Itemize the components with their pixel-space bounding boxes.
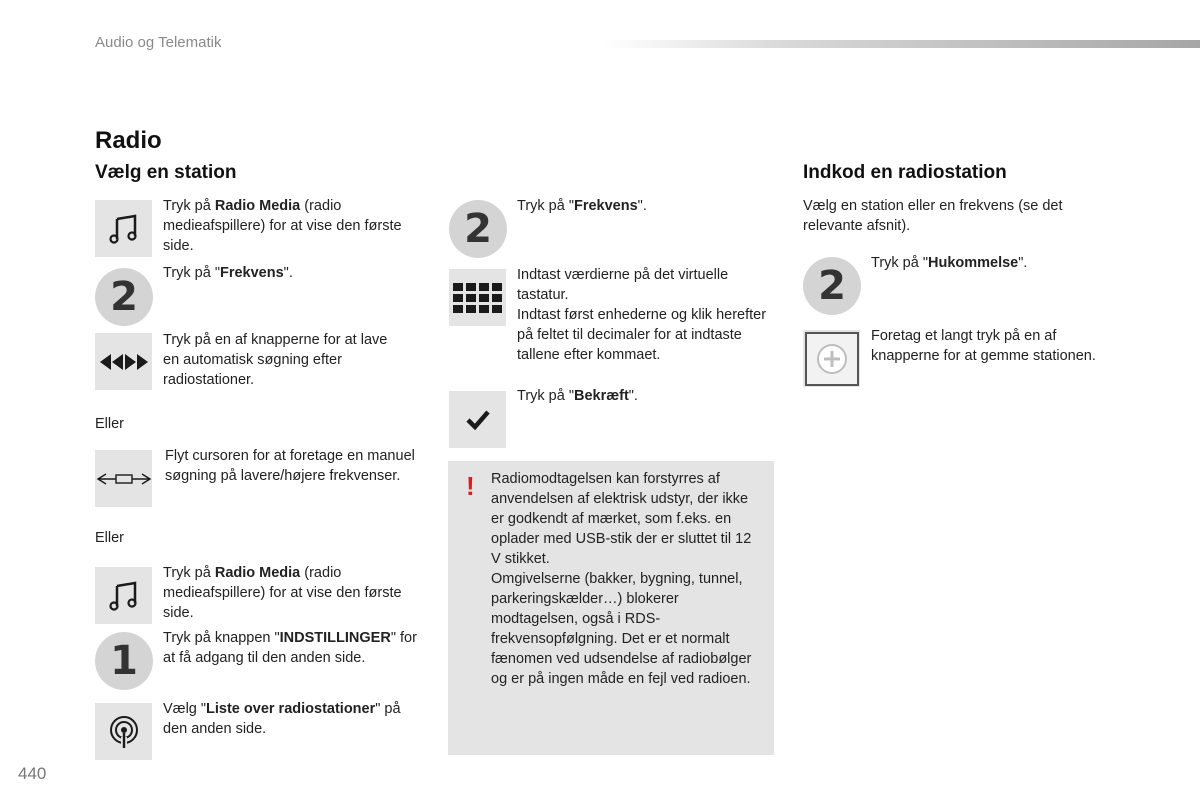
- music-note-icon: [95, 567, 152, 624]
- header-section-title: Audio og Telematik: [95, 34, 222, 51]
- left-step6-text: Tryk på knappen "INDSTILLINGER" for at få adgang til den anden side.: [163, 630, 417, 666]
- right-step2-text: Foretag et langt tryk på en af knapperne for at gemme stationen.: [871, 328, 1096, 364]
- or-label-1: Eller: [95, 416, 125, 432]
- warning-text: Radiomodtagelsen kan forstyrres af anvendelsen af elektrisk udstyr, der ikke er godkendt af mærket, som f.eks. en oplader med USB-stik der er sluttet til 12 V stikket. Omgivelserne (bakker, bygning, tunnel, parkeringskælder…) blokerer modtagelsen, også i RDS-frekvensopfølgning. Det er et normalt fænomen ved udsendelse af radiobølger og er på ingen måde en fejl ved radioen.: [491, 471, 752, 687]
- left-step4-text: Flyt cursoren for at foretage en manuel søgning på lavere/højere frekvenser.: [165, 448, 415, 484]
- keypad-grid-icon: [449, 269, 506, 326]
- right-intro-text: Vælg en station eller en frekvens (se det relevante afsnit).: [803, 198, 1063, 234]
- middle-step3-text: Tryk på "Bekræft".: [517, 388, 638, 404]
- radio-antenna-icon: [95, 703, 152, 760]
- right-heading: Indkod en radiostation: [803, 162, 1007, 183]
- seek-arrows-icon: [95, 333, 152, 390]
- left-step3-text: Tryk på en af knapperne for at lave en automatisk søgning efter radiostationer.: [163, 332, 388, 388]
- step-number-2: 2: [95, 268, 153, 326]
- or-label-2: Eller: [95, 530, 125, 546]
- warning-box: [448, 461, 774, 755]
- frequency-slider-icon: [95, 450, 152, 507]
- warning-icon: !: [466, 471, 475, 501]
- header-bar: [605, 40, 1200, 48]
- left-heading: Vælg en station: [95, 162, 237, 183]
- left-step2-text: Tryk på "Frekvens".: [163, 265, 293, 281]
- left-step7-text: Vælg "Liste over radiostationer" på den anden side.: [163, 701, 401, 737]
- memory-plus-icon: [803, 330, 860, 387]
- left-step5-text: Tryk på Radio Media (radio medieafspillere) for at vise den første side.: [163, 565, 402, 621]
- left-step1-text: Tryk på Radio Media (radio medieafspillere) for at vise den første side.: [163, 198, 402, 254]
- middle-step2-text: Indtast værdierne på det virtuelle tastatur. Indtast først enhederne og klik herefter på feltet til decimaler for at indtaste tallene efter kommaet.: [517, 267, 767, 363]
- page-number: 440: [18, 764, 47, 783]
- middle-step1-text: Tryk på "Frekvens".: [517, 198, 647, 214]
- page-title: Radio: [95, 127, 162, 154]
- step-number-2: 2: [449, 200, 507, 258]
- step-number-2: 2: [803, 257, 861, 315]
- right-step1-text: Tryk på "Hukommelse".: [871, 255, 1028, 271]
- step-number-1: 1: [95, 632, 153, 690]
- checkmark-icon: [449, 391, 506, 448]
- music-note-icon: [95, 200, 152, 257]
